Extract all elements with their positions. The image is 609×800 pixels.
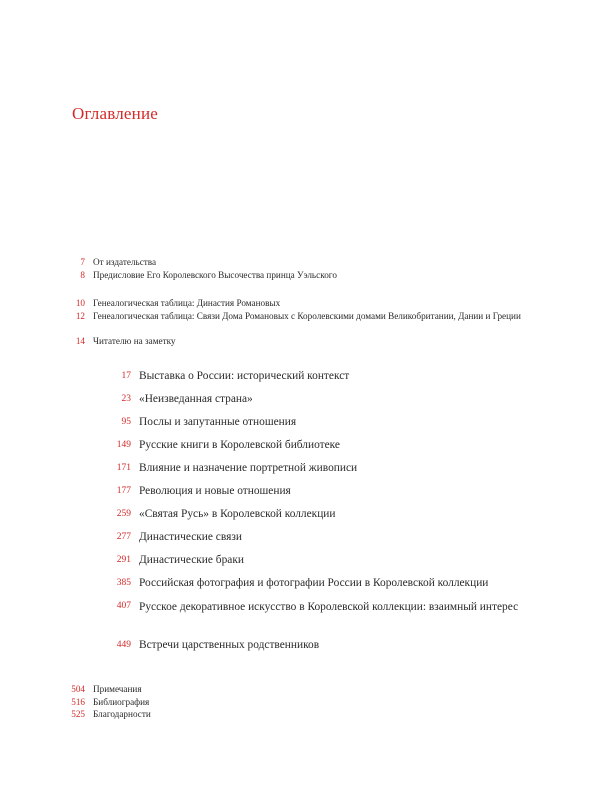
toc-page-number: 177 <box>116 486 131 496</box>
toc-page-number: 277 <box>116 532 131 542</box>
page-title: Оглавление <box>72 104 158 123</box>
toc-chapter[interactable] <box>0 530 609 553</box>
toc-entry[interactable] <box>0 683 609 696</box>
toc-entry[interactable] <box>0 708 609 721</box>
toc-chapter[interactable] <box>0 507 609 530</box>
toc-entry-label: Предисловие Его Королевского Высочества принца Уэльского <box>93 269 337 280</box>
toc-chapter[interactable] <box>0 599 609 638</box>
toc-entry[interactable] <box>0 310 609 335</box>
toc-chapter-title: Русские книги в Королевской библиотеке <box>139 439 340 451</box>
toc-chapter-title: Династические связи <box>139 531 242 543</box>
toc-entry[interactable] <box>0 297 609 310</box>
toc-page-number: 8 <box>80 269 85 280</box>
toc-entry[interactable] <box>0 269 609 282</box>
toc-page-number: 516 <box>71 696 85 707</box>
toc-page-number: 385 <box>116 578 131 588</box>
toc-page-number: 149 <box>116 440 131 450</box>
toc-page-number: 259 <box>116 509 131 519</box>
toc-entry-label: Генеалогическая таблица: Связи Дома Романовых с Королевскими домами Великобритании, Дании и Греции <box>93 310 521 321</box>
toc-page-number: 407 <box>116 601 131 611</box>
toc-chapter-title: Российская фотография и фотографии России в Королевской коллекции <box>139 577 489 589</box>
toc-entry-label: Библиография <box>93 696 150 707</box>
toc-page-number: 14 <box>75 335 85 346</box>
toc-chapter-title: Русское декоративное искусство в Королевской коллекции: взаимный интерес <box>139 601 519 613</box>
toc-entry-label: От издательства <box>93 257 157 267</box>
toc-entry-label: Генеалогическая таблица: Династия Романовых <box>93 298 281 308</box>
toc-entry-label: Читателю на заметку <box>93 335 176 346</box>
chapter-list <box>0 369 609 661</box>
toc-page-number: 23 <box>121 394 131 404</box>
toc-chapter-title: Династические браки <box>139 554 244 566</box>
toc-chapter-title: «Святая Русь» в Королевской коллекции <box>139 508 336 520</box>
toc-entry[interactable] <box>0 256 609 269</box>
toc-chapter-title: Выставка о России: исторический контекст <box>139 370 350 382</box>
toc-chapter[interactable] <box>0 576 609 599</box>
toc-chapter[interactable] <box>0 369 609 392</box>
toc-chapter-title: Революция и новые отношения <box>139 485 291 497</box>
toc-chapter[interactable] <box>0 392 609 415</box>
toc-page-number: 12 <box>75 310 85 321</box>
toc-page-number: 10 <box>75 298 85 308</box>
toc-chapter-title: Влияние и назначение портретной живописи <box>139 462 358 474</box>
front-matter-list-2 <box>0 297 609 347</box>
toc-entry-label: Благодарности <box>93 709 151 719</box>
toc-page-number: 504 <box>71 684 85 694</box>
toc-chapter[interactable] <box>0 484 609 507</box>
toc-page-number: 525 <box>71 709 85 719</box>
toc-chapter[interactable] <box>0 415 609 438</box>
toc-chapter-title: Послы и запутанные отношения <box>139 416 297 428</box>
toc-entry[interactable] <box>0 696 609 709</box>
front-matter-list <box>0 256 609 281</box>
toc-page-number: 291 <box>116 555 131 565</box>
toc-chapter[interactable] <box>0 638 609 661</box>
toc-chapter-title: Встречи царственных родственников <box>139 639 320 651</box>
toc-entry-label: Примечания <box>93 684 142 694</box>
toc-chapter[interactable] <box>0 438 609 461</box>
toc-entry[interactable] <box>0 335 609 348</box>
toc-page-number: 449 <box>116 640 131 650</box>
toc-page-number: 17 <box>121 371 131 381</box>
toc-page-number: 7 <box>80 257 85 267</box>
toc-chapter-title: «Неизведанная страна» <box>139 393 253 405</box>
toc-chapter[interactable] <box>0 461 609 484</box>
toc-page-number: 171 <box>116 463 131 473</box>
toc-chapter[interactable] <box>0 553 609 576</box>
toc-page-number: 95 <box>121 417 131 427</box>
back-matter-list <box>0 683 609 721</box>
